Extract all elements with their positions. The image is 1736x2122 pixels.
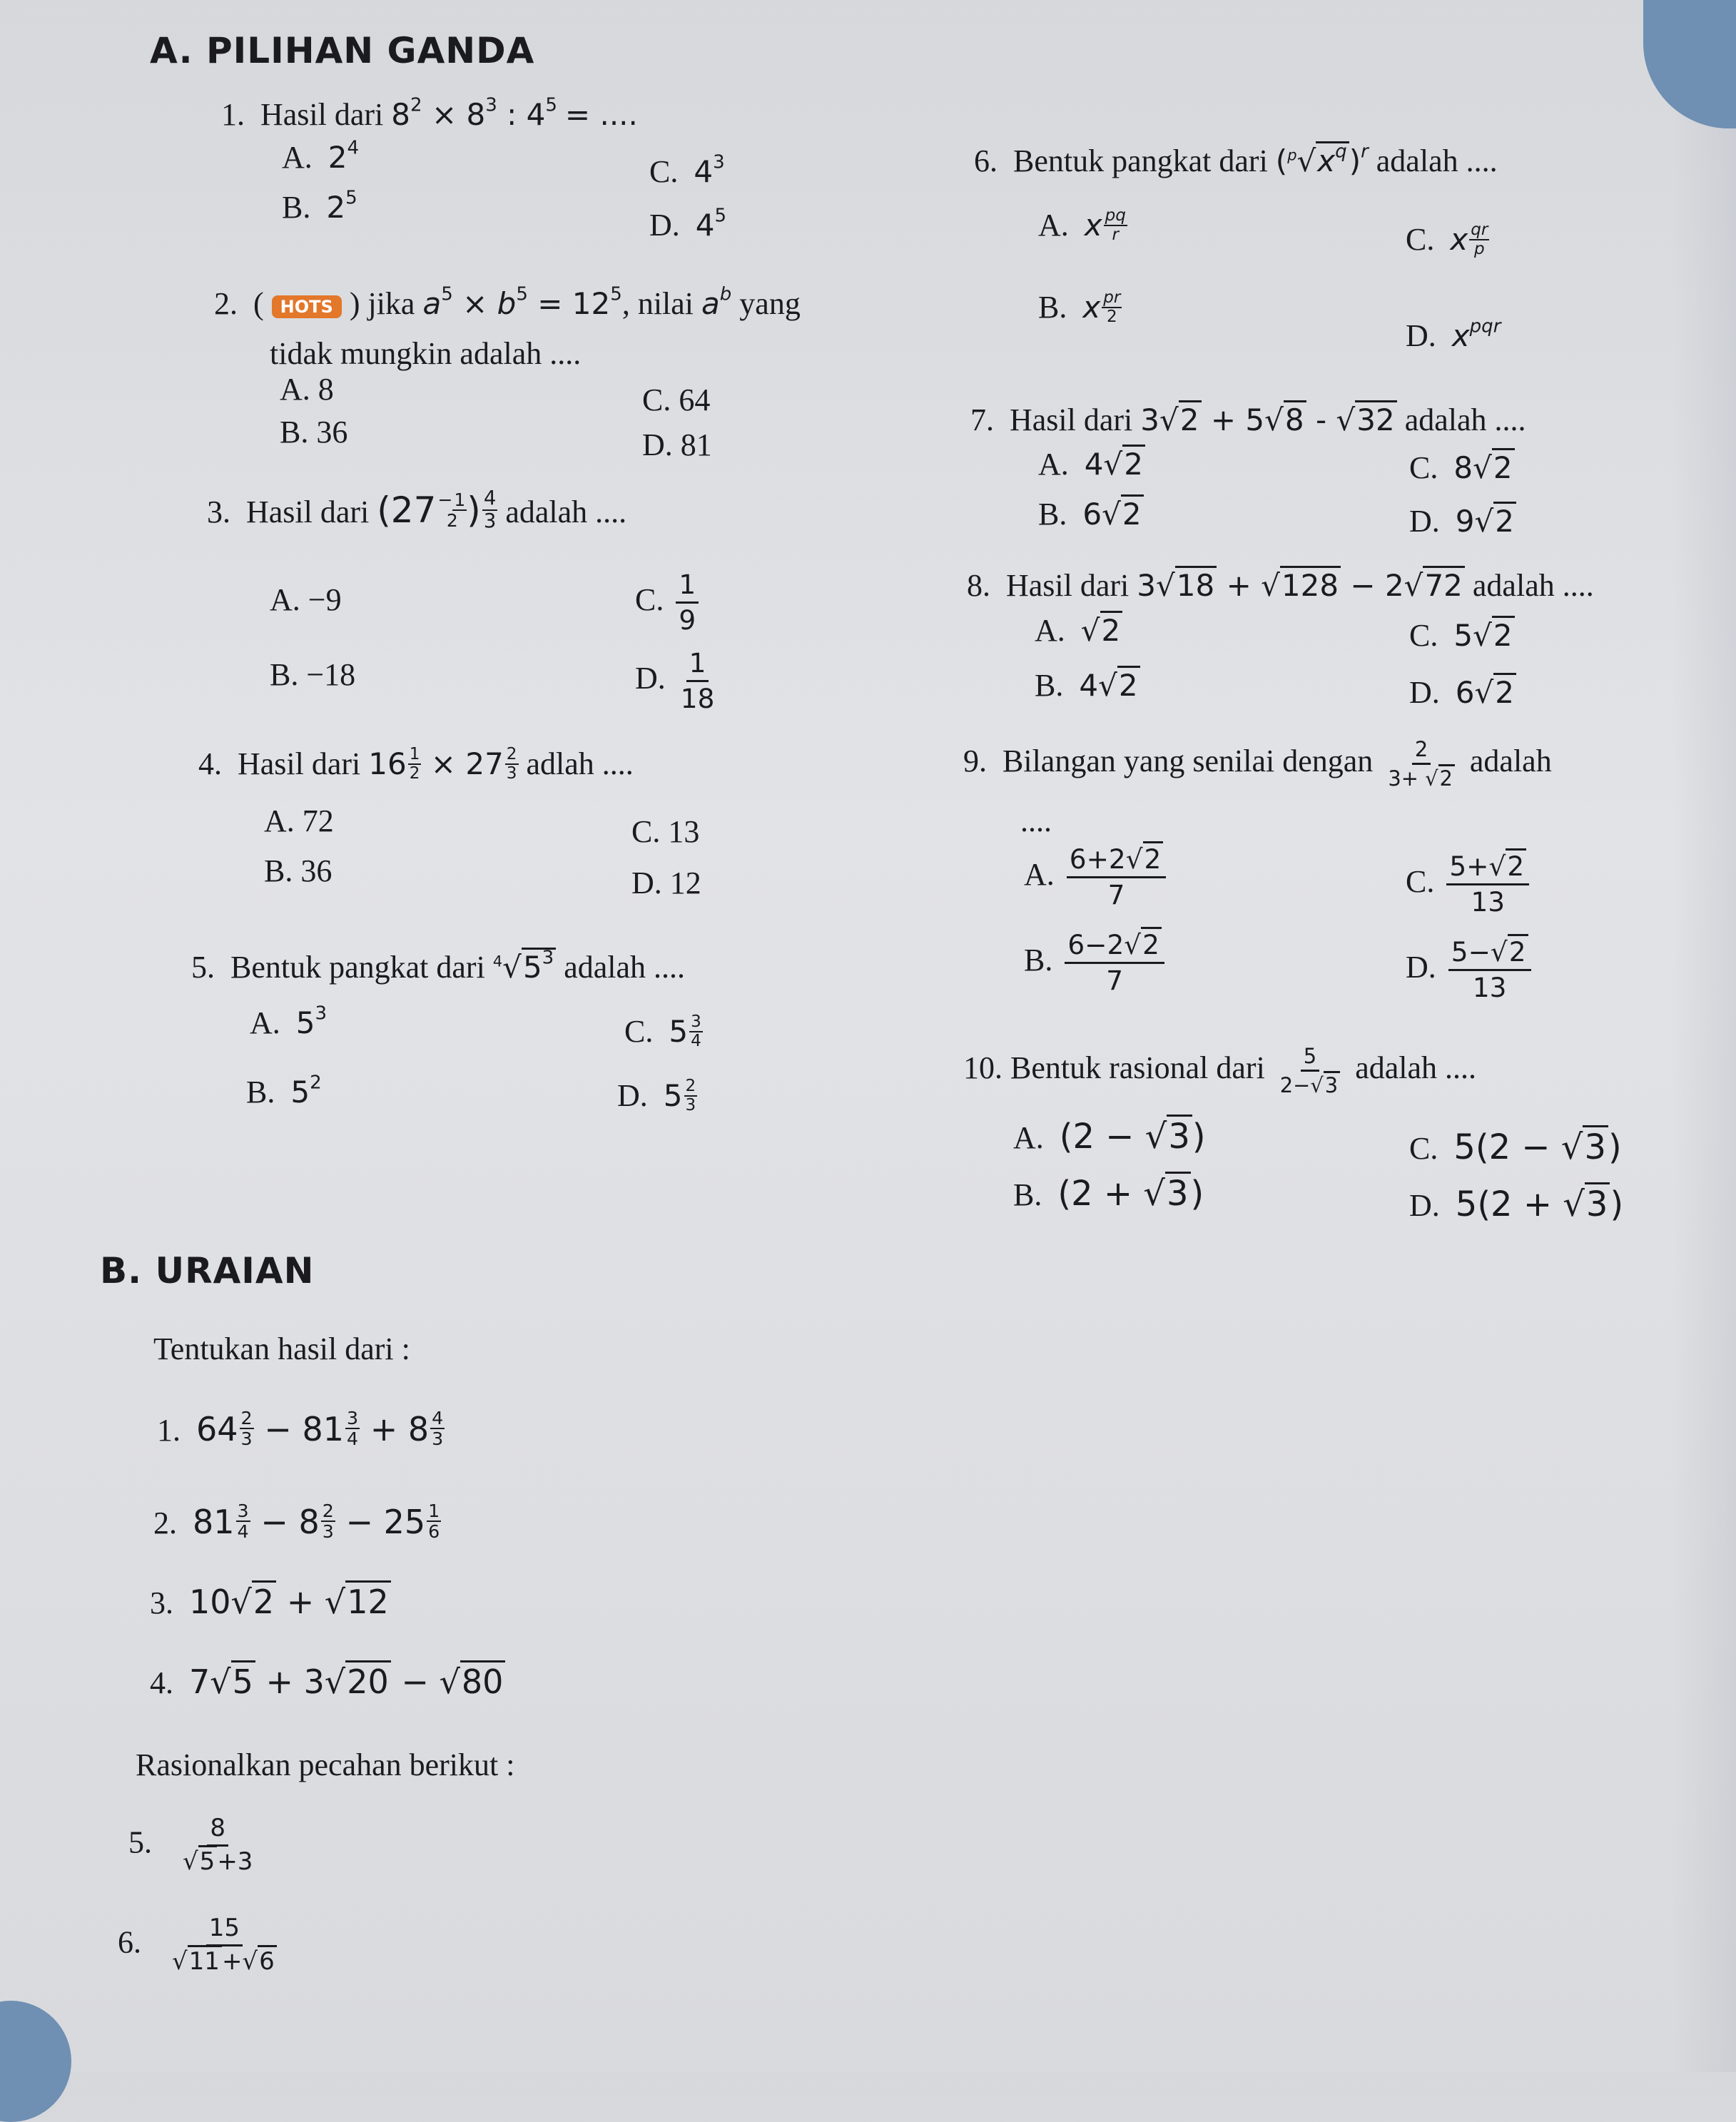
question-6: 6. Bentuk pangkat dari $(^p√x^q)^r$ adalah ....	[974, 141, 1498, 178]
q10-option-b[interactable]: B. (2 + √3)	[1013, 1174, 1204, 1214]
q8-option-d[interactable]: D. 6√2	[1409, 674, 1516, 711]
q5-option-b[interactable]: B. $5^2$	[246, 1072, 322, 1110]
uraian-item-6: 6. $\frac{15}{√11+√6}$	[118, 1916, 284, 1974]
corner-decoration-bottom	[0, 2001, 71, 2122]
q1-option-c[interactable]: C. $4^3$	[649, 151, 725, 189]
section-a-heading: A. PILIHAN GANDA	[150, 30, 535, 71]
q5-option-a[interactable]: A. $5^3$	[250, 1002, 328, 1040]
q4-option-d[interactable]: D. 12	[631, 865, 701, 900]
q10-option-c[interactable]: C. 5(2 − √3)	[1409, 1127, 1622, 1167]
question-8: 8. Hasil dari 3√18 + √128 − 2√72 adalah ....	[967, 567, 1594, 604]
q5-option-c[interactable]: C. 5 $\frac{3}{4}$	[624, 1012, 701, 1051]
q7-option-b[interactable]: B. 6√2	[1038, 496, 1144, 532]
q9-option-a[interactable]: A. $\frac{6+2√2}{7}$	[1024, 846, 1170, 910]
uraian-intro-2: Rasionalkan pecahan berikut :	[136, 1747, 515, 1782]
question-4: 4. Hasil dari 16 $\frac{1}{2}$ × 27 $\frac{2}{3}$ adlah ....	[198, 745, 634, 783]
q2-option-c[interactable]: C. 64	[642, 382, 711, 417]
q6-option-a[interactable]: A. x $\frac{pq}{r}$	[1038, 206, 1126, 245]
section-b-heading: B. URAIAN	[100, 1250, 315, 1291]
q4-option-a[interactable]: A. 72	[264, 803, 334, 838]
question-7: 7. Hasil dari 3√2 + 5√8 - √32 adalah ....	[970, 402, 1526, 438]
q1-option-d[interactable]: D. $4^5$	[649, 205, 727, 243]
q9-dots: ....	[1020, 803, 1052, 838]
q8-option-a[interactable]: A. √2	[1035, 612, 1122, 649]
uraian-item-2: 2. 81 $\frac{3}{4}$ − 8 $\frac{2}{3}$ − 25 $\frac{1}{6}$	[153, 1501, 440, 1543]
q10-option-d[interactable]: D. 5(2 + √3)	[1409, 1184, 1623, 1224]
q1-option-a[interactable]: A. $2^4$	[282, 137, 360, 175]
q5-option-d[interactable]: D. 5 $\frac{2}{3}$	[617, 1077, 696, 1115]
q6-option-d[interactable]: D. $x^{pqr}$	[1406, 315, 1501, 353]
q9-option-d[interactable]: D. $\frac{5-√2}{13}$	[1406, 938, 1536, 1002]
q8-option-b[interactable]: B. 4√2	[1035, 667, 1140, 704]
q1-option-b[interactable]: B. $2^5$	[282, 187, 357, 225]
question-2: 2. ( HOTS ) jika $a^5 \times b^5 = 12^5$, nilai $a^b$ yang	[214, 283, 801, 321]
q9-option-c[interactable]: C. $\frac{5+√2}{13}$	[1406, 853, 1533, 917]
q4-option-c[interactable]: C. 13	[631, 814, 700, 849]
q8-option-c[interactable]: C. 5√2	[1409, 617, 1515, 654]
question-9: 9. Bilangan yang senilai dengan $\frac{2}{3+ √2}$ adalah	[963, 737, 1552, 791]
question-1: 1. Hasil dari $8^2 \times 8^3$ : $4^5$ = ....	[221, 94, 638, 132]
uraian-item-5: 5. $\frac{8}{√5+3}$	[128, 1814, 253, 1876]
q6-option-c[interactable]: C. x $\frac{qr}{p}$	[1406, 220, 1488, 259]
q2-option-b[interactable]: B. 36	[280, 415, 348, 450]
uraian-item-1: 1. 64 $\frac{2}{3}$ − 81 $\frac{3}{4}$ + 8 $\frac{4}{3}$	[157, 1408, 444, 1450]
corner-decoration	[1643, 0, 1736, 128]
q6-option-b[interactable]: B. x $\frac{pr}{2}$	[1038, 288, 1121, 327]
q4-option-b[interactable]: B. 36	[264, 853, 333, 888]
q3-option-b[interactable]: B. −18	[270, 657, 356, 692]
q2-option-d[interactable]: D. 81	[642, 427, 712, 462]
hots-badge: HOTS	[272, 295, 342, 318]
q7-option-a[interactable]: A. 4√2	[1038, 446, 1145, 482]
question-3: 3. Hasil dari (27 −1 2 ) $\frac{4}{3}$ adalah ....	[207, 487, 627, 532]
q9-option-b[interactable]: B. $\frac{6-2√2}{7}$	[1024, 931, 1169, 995]
page-edge-shadow	[1672, 0, 1736, 2072]
q7-option-c[interactable]: C. 8√2	[1409, 450, 1515, 486]
q10-option-a[interactable]: A. (2 − √3)	[1013, 1117, 1206, 1157]
uraian-item-4: 4. 7√5 + 3√20 − √80	[150, 1662, 505, 1701]
question-5: 5. Bentuk pangkat dari $^4√5^3$ adalah ....	[191, 947, 686, 985]
q2-option-a[interactable]: A. 8	[280, 372, 334, 407]
uraian-intro-1: Tentukan hasil dari :	[153, 1331, 410, 1366]
question-10: 10. Bentuk rasional dari $\frac{5}{2-√3}$ adalah ....	[963, 1044, 1476, 1098]
q3-option-c[interactable]: C. $\frac{1}{9}$	[635, 571, 703, 635]
q7-option-d[interactable]: D. 9√2	[1409, 503, 1516, 539]
q2-line2: tidak mungkin adalah ....	[270, 336, 582, 371]
q3-option-d[interactable]: D. $\frac{1}{18}$	[635, 647, 715, 715]
uraian-item-3: 3. 10√2 + √12	[150, 1583, 391, 1621]
q3-option-a[interactable]: A. −9	[270, 582, 342, 617]
